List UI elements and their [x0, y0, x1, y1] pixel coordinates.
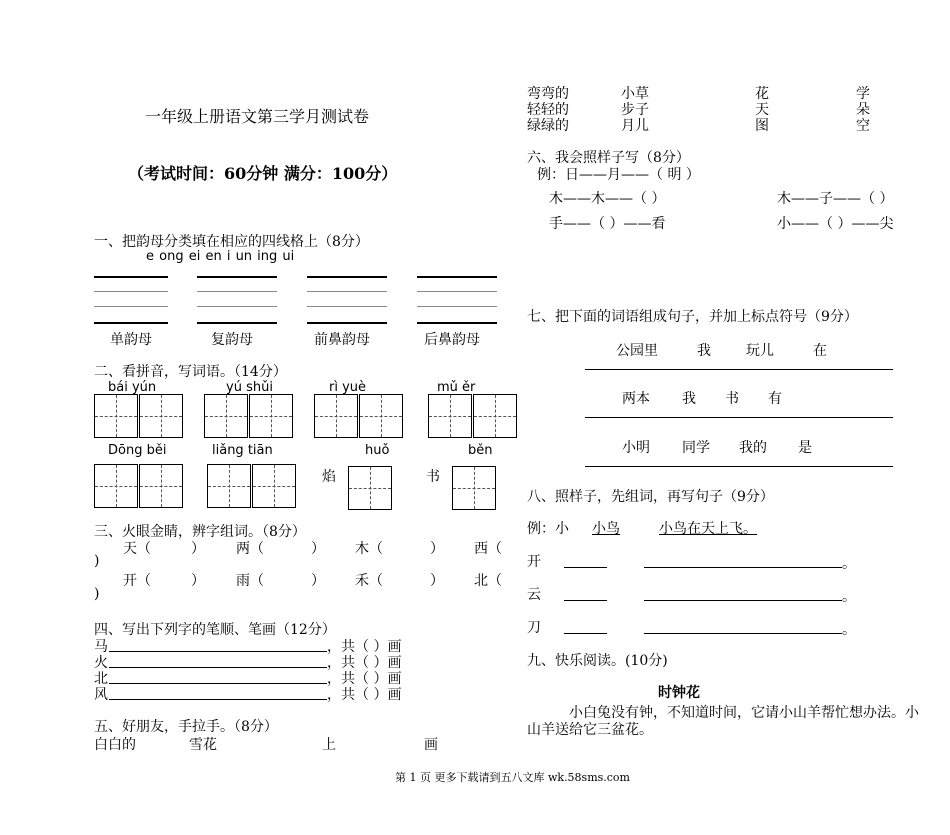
tianzi-box[interactable]	[473, 394, 517, 438]
s8-char-kai: 开	[527, 554, 541, 570]
s9-story-line-2: 山羊送给它三盆花。	[527, 722, 653, 738]
s7-r2-w2: 我	[682, 391, 696, 407]
s5-r4-a: 绿绿的	[527, 118, 569, 134]
s7-r1-w2: 我	[697, 343, 711, 359]
s2-pinyin-3: rì yuè	[329, 380, 367, 395]
sentence-answer-line[interactable]	[644, 600, 842, 601]
s3-r1-xi: 西（	[474, 541, 502, 557]
s8-example-word: 小鸟	[592, 521, 620, 537]
s7-r1-w3: 玩儿	[746, 343, 774, 359]
s7-r1-w4: 在	[813, 343, 827, 359]
tianzi-box[interactable]	[204, 394, 248, 438]
s3-r2-close: ）	[191, 573, 205, 589]
s8-char-yun: 云	[527, 587, 541, 603]
sentence-answer-line[interactable]	[644, 567, 842, 568]
tianzi-box[interactable]	[139, 464, 183, 508]
s9-story-line-1: 小白兔没有钟，不知道时间，它请小山羊帮忙想办法。小	[569, 705, 919, 721]
stroke-answer-line[interactable]	[109, 651, 327, 652]
sentence-answer-line[interactable]	[585, 417, 893, 418]
s3-heading: 三、火眼金睛，辨字组词。（8分）	[94, 524, 306, 540]
exam-info: （考试时间：60分钟 满分：100分）	[128, 164, 398, 183]
s8-period-2: 。	[842, 589, 856, 605]
s4-char-2: 火	[94, 655, 108, 671]
tianzi-box[interactable]	[314, 394, 358, 438]
s8-example-sentence: 小鸟在天上飞。	[659, 521, 757, 537]
tianzi-box[interactable]	[252, 464, 296, 508]
s3-r2-yu: 雨（	[236, 573, 264, 589]
s7-r3-w2: 同学	[682, 440, 710, 456]
tianzi-box[interactable]	[94, 394, 138, 438]
s7-r3-w4: 是	[798, 440, 812, 456]
sentence-answer-line[interactable]	[585, 369, 893, 370]
s2-pinyin-7: huǒ	[365, 443, 390, 458]
s3-r2-close: ）	[311, 573, 325, 589]
s3-r1-wrap: )	[94, 553, 100, 569]
s4-char-4: 风	[94, 687, 108, 703]
tianzi-box[interactable]	[249, 394, 293, 438]
s1-label-3: 前鼻韵母	[314, 332, 370, 348]
page-footer: 第 1 页 更多下载请到五八文库 wk.58sms.com	[395, 771, 630, 784]
sentence-answer-line[interactable]	[644, 633, 842, 634]
s5-r4-b: 月儿	[621, 118, 649, 134]
s3-r1-close: ）	[430, 541, 444, 557]
s5-r3-c: 天	[755, 102, 769, 118]
s2-char-yan: 焰	[322, 469, 336, 485]
tianzi-box[interactable]	[139, 394, 183, 438]
s3-r1-liang: 两（	[236, 541, 264, 557]
s4-suffix-2: ，共（ ）画	[327, 655, 402, 671]
s3-r1-close: ）	[311, 541, 325, 557]
s3-r2-close: ）	[430, 573, 444, 589]
page-title: 一年级上册语文第三学月测试卷	[145, 107, 370, 126]
s3-r1-mu: 木（	[355, 541, 383, 557]
s1-label-4: 后鼻韵母	[424, 332, 480, 348]
s8-period-3: 。	[842, 622, 856, 638]
s4-suffix-4: ，共（ ）画	[327, 687, 402, 703]
s5-r1-b: 雪花	[189, 737, 217, 753]
s5-r1-d: 画	[424, 737, 438, 753]
tianzi-box[interactable]	[94, 464, 138, 508]
stroke-answer-line[interactable]	[109, 683, 327, 684]
s5-r1-a: 白白的	[94, 737, 136, 753]
stroke-answer-line[interactable]	[109, 667, 327, 668]
word-answer-line[interactable]	[564, 567, 607, 568]
tianzi-box[interactable]	[428, 394, 472, 438]
tianzi-box[interactable]	[348, 466, 392, 510]
s9-heading: 九、快乐阅读。(10分)	[527, 653, 668, 669]
s5-heading: 五、好朋友，手拉手。（8分）	[94, 719, 278, 735]
sentence-answer-line[interactable]	[585, 466, 893, 467]
s4-char-3: 北	[94, 671, 108, 687]
s7-r2-w3: 书	[725, 391, 739, 407]
s7-r3-w1: 小明	[622, 440, 650, 456]
tianzi-box[interactable]	[452, 466, 496, 510]
s5-r3-a: 轻轻的	[527, 102, 569, 118]
s6-item-4: 小——（ ）——尖	[777, 216, 894, 232]
s2-pinyin-8: běn	[468, 443, 493, 458]
s2-pinyin-2: yú shǔi	[226, 380, 273, 395]
s5-r4-d: 空	[856, 118, 870, 134]
s5-r2-b: 小草	[621, 86, 649, 102]
s6-heading: 六、我会照样子写（8分）	[527, 150, 690, 166]
s5-r2-a: 弯弯的	[527, 86, 569, 102]
s4-suffix-3: ，共（ ）画	[327, 671, 402, 687]
s6-item-1: 木——木——（ ）	[549, 191, 666, 207]
s3-r2-bei: 北（	[474, 573, 502, 589]
s4-char-1: 马	[94, 639, 108, 655]
s7-heading: 七、把下面的词语组成句子，并加上标点符号（9分）	[527, 309, 858, 325]
s6-item-3: 手——（ ）——看	[549, 216, 666, 232]
s3-r1-close: ）	[191, 541, 205, 557]
s5-r2-c: 花	[755, 86, 769, 102]
s2-heading: 二、看拼音，写词语。（14分）	[94, 364, 287, 380]
s5-r3-b: 步子	[621, 102, 649, 118]
s7-r2-w1: 两本	[622, 391, 650, 407]
s2-pinyin-1: bái yún	[108, 380, 157, 395]
s4-heading: 四、写出下列字的笔顺、笔画（12分）	[94, 622, 336, 638]
s7-r1-w1: 公园里	[616, 343, 658, 359]
s8-char-dao: 刀	[527, 620, 541, 636]
s5-r4-c: 图	[755, 118, 769, 134]
s4-suffix-1: ，共（ ）画	[327, 639, 402, 655]
s7-r2-w4: 有	[768, 391, 782, 407]
s2-char-shu: 书	[426, 469, 440, 485]
s8-example-prefix: 例：小	[527, 521, 569, 537]
s2-pinyin-5: Dōng běi	[108, 443, 167, 458]
s3-r1-tian: 天（	[123, 541, 151, 557]
s6-example: 例：日——月——（ 明 ）	[537, 167, 700, 183]
word-answer-line[interactable]	[564, 600, 607, 601]
s2-pinyin-4: mǔ ěr	[437, 380, 476, 395]
s6-item-2: 木——子——（ ）	[777, 191, 894, 207]
s7-r3-w3: 我的	[739, 440, 767, 456]
tianzi-box[interactable]	[207, 464, 251, 508]
s2-pinyin-6: liǎng tiān	[212, 443, 273, 458]
s1-heading: 一、把韵母分类填在相应的四线格上（8分）	[94, 234, 369, 250]
s1-label-2: 复韵母	[211, 332, 253, 348]
s5-r3-d: 朵	[856, 102, 870, 118]
s3-r2-he: 禾（	[355, 573, 383, 589]
s3-r2-wrap: )	[94, 586, 100, 602]
s1-label-1: 单韵母	[110, 332, 152, 348]
s5-r1-c: 上	[322, 737, 336, 753]
stroke-answer-line[interactable]	[109, 699, 327, 700]
s8-period-1: 。	[842, 556, 856, 572]
s5-r2-d: 学	[856, 86, 870, 102]
s9-story-title: 时钟花	[658, 685, 700, 701]
tianzi-box[interactable]	[359, 394, 403, 438]
s8-heading: 八、照样子，先组词，再写句子（9分）	[527, 489, 774, 505]
word-answer-line[interactable]	[564, 633, 607, 634]
s1-items: e ong ei en i un ing ui	[146, 249, 295, 264]
s3-r2-kai: 开（	[123, 573, 151, 589]
